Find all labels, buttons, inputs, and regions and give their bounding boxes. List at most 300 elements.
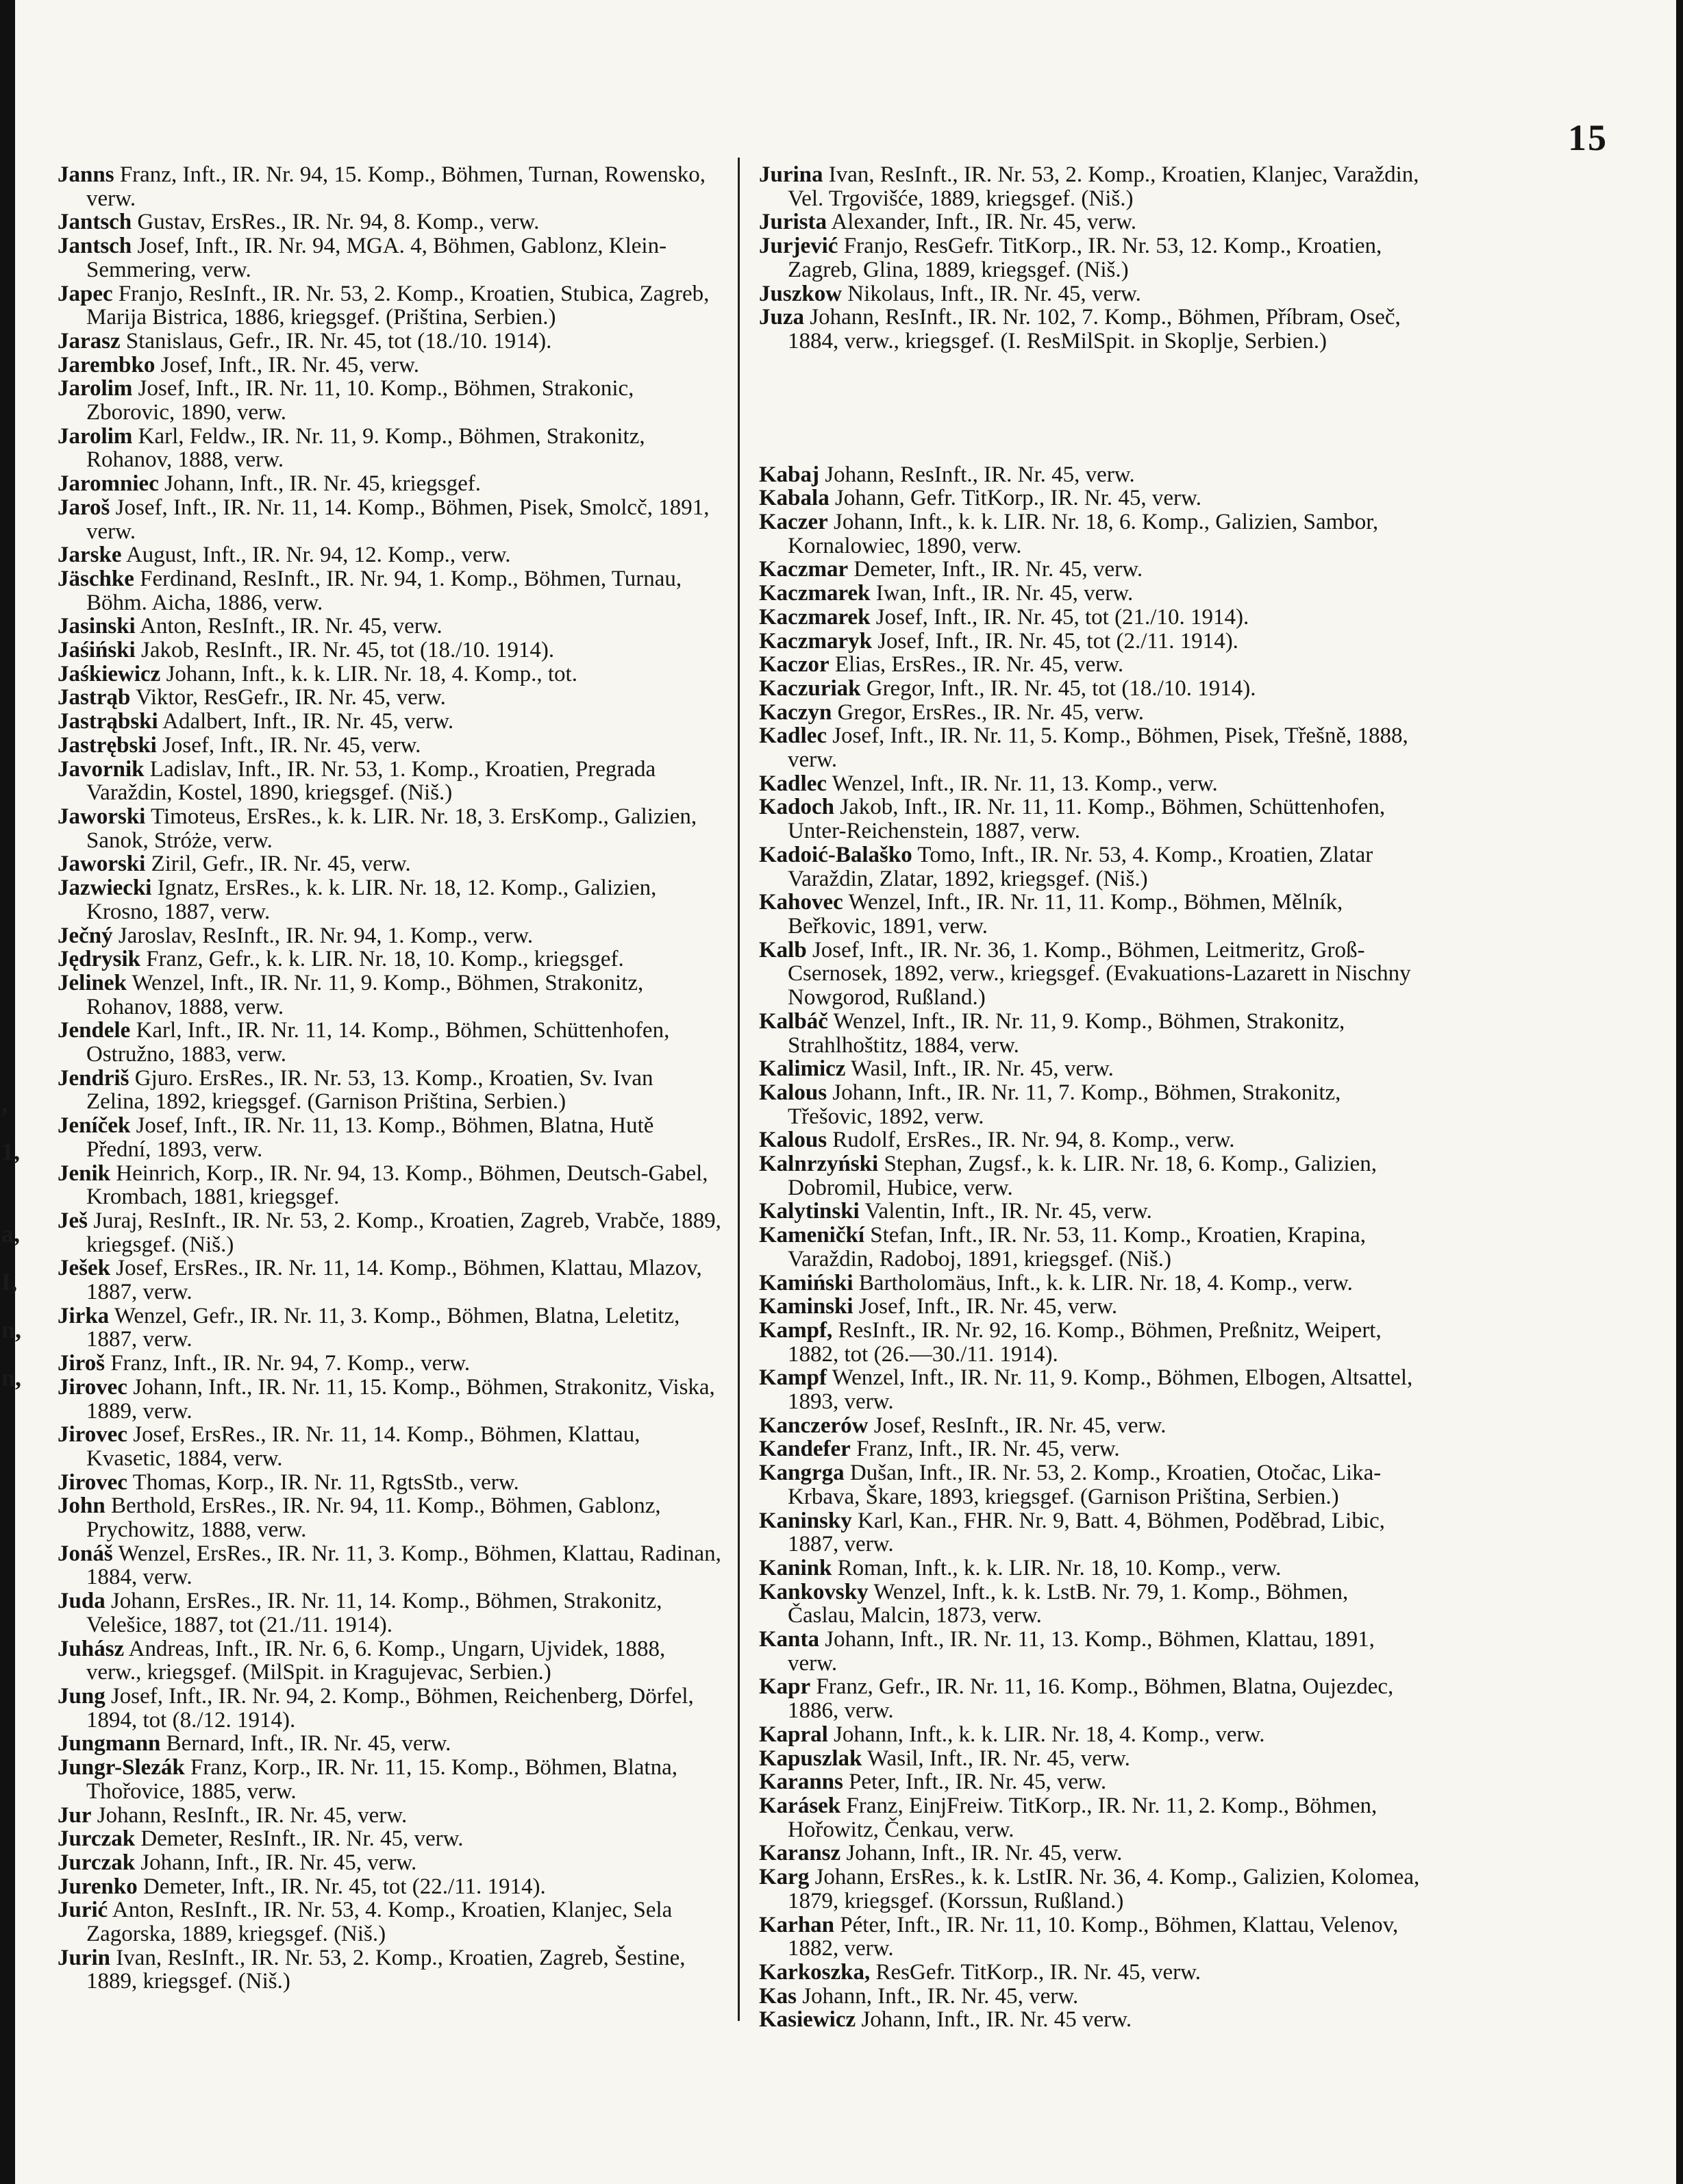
entry-surname: Kapr <box>759 1674 811 1700</box>
entry-surname: Jelinek <box>58 970 127 995</box>
entry-surname: Jastrąbski <box>58 709 158 734</box>
entry-details: Josef, Inft., IR. Nr. 11, 10. Komp., Böhmen, Strakonic, Zborovic, 1890, verw. <box>86 376 634 425</box>
register-entry <box>759 558 1420 582</box>
right-column <box>759 163 1420 2032</box>
register-entry <box>759 891 1420 938</box>
register-entry <box>759 1747 1420 1771</box>
entry-surname: Jarolim <box>58 376 133 401</box>
entry-surname: Kapuszlak <box>759 1746 862 1771</box>
entry-surname: Kapral <box>759 1722 828 1747</box>
register-entry <box>759 1295 1420 1319</box>
register-entry <box>759 772 1420 796</box>
entry-details: Franz, Inft., IR. Nr. 94, 7. Komp., verw. <box>110 1351 471 1376</box>
entry-surname: Jirovec <box>58 1422 128 1448</box>
register-entry <box>58 472 722 496</box>
register-entry <box>759 1628 1420 1675</box>
entry-surname: Jarolim <box>58 423 133 449</box>
register-entry <box>759 210 1420 234</box>
register-entry <box>759 653 1420 677</box>
entry-surname: Jendriš <box>58 1065 129 1091</box>
entry-details: Wasil, Inft., IR. Nr. 45, verw. <box>867 1746 1130 1771</box>
register-entry <box>759 163 1420 210</box>
section-gap <box>759 353 1420 463</box>
entry-surname: Kasiewicz <box>759 2007 856 2033</box>
entry-details: Thomas, Korp., IR. Nr. 11, RgtsStb., verw. <box>132 1469 519 1495</box>
entry-surname: Kadoić-Balaško <box>759 842 912 867</box>
register-entry <box>759 1010 1420 1057</box>
entry-surname: Jurenko <box>58 1874 138 1899</box>
entry-surname: Kangrga <box>759 1461 845 1486</box>
register-entry <box>759 1414 1420 1438</box>
entry-details: ResGefr. TitKorp., IR. Nr. 45, verw. <box>875 1959 1201 1985</box>
register-entry <box>759 724 1420 771</box>
entry-details: Josef, Inft., IR. Nr. 45, verw. <box>162 732 421 758</box>
register-entry <box>759 1081 1420 1128</box>
register-entry <box>58 686 722 710</box>
entry-surname: Kampf, <box>759 1317 833 1343</box>
entry-details: Adalbert, Inft., IR. Nr. 45, verw. <box>162 709 454 734</box>
entry-surname: Jazwiecki <box>58 876 152 901</box>
register-entry <box>759 1770 1420 1794</box>
entry-details: Josef, ErsRes., IR. Nr. 11, 14. Komp., Böhmen, Klattau, Kvasetic, 1884, verw. <box>86 1422 640 1471</box>
register-entry <box>58 282 722 330</box>
entry-details: Wenzel, Inft., IR. Nr. 11, 13. Komp., verw. <box>832 771 1218 796</box>
entry-surname: Jung <box>58 1684 105 1709</box>
register-entry <box>58 1019 722 1066</box>
entry-details: Franz, Inft., IR. Nr. 94, 15. Komp., Böhmen, Turnan, Rowensko, verw. <box>86 162 706 211</box>
entry-surname: Kalbáč <box>759 1008 828 1034</box>
entry-details: Valentin, Inft., IR. Nr. 45, verw. <box>864 1199 1152 1224</box>
entry-details: Wasil, Inft., IR. Nr. 45, verw. <box>851 1056 1114 1082</box>
entry-details: Karl, Feldw., IR. Nr. 11, 9. Komp., Böhmen, Strakonitz, Rohanov, 1888, verw. <box>86 423 645 473</box>
register-entry <box>759 1865 1420 1913</box>
entry-details: Franz, Gefr., k. k. LIR. Nr. 18, 10. Komp., kriegsgef. <box>146 947 624 972</box>
entry-surname: Jurin <box>58 1945 111 1970</box>
entry-surname: Jurić <box>58 1898 108 1923</box>
register-entry <box>58 1162 722 1209</box>
register-entry <box>759 463 1420 487</box>
entry-surname: Jirovec <box>58 1469 128 1495</box>
register-entry <box>58 1067 722 1114</box>
margin-fragment: a, <box>1 1220 20 1248</box>
entry-surname: Kaczor <box>759 652 830 678</box>
entry-details: Franjo, ResInft., IR. Nr. 53, 2. Komp., Kroatien, Stubica, Zagreb, Marija Bistrica, 1886, kriegsgef. (Priština, Serbien.) <box>86 281 710 330</box>
register-entry <box>58 971 722 1019</box>
entry-details: Johann, Inft., IR. Nr. 11, 13. Komp., Böhmen, Klattau, 1891, verw. <box>788 1627 1375 1676</box>
register-entry <box>759 1723 1420 1747</box>
register-entry <box>58 496 722 543</box>
entry-surname: Kaczmar <box>759 557 849 582</box>
entry-surname: Juza <box>759 305 804 330</box>
entry-details: Josef, Inft., IR. Nr. 11, 5. Komp., Böhmen, Pisek, Třešně, 1888, verw. <box>788 723 1408 773</box>
register-entry <box>58 1875 722 1899</box>
entry-details: Josef, Inft., IR. Nr. 45, verw. <box>160 352 419 377</box>
entry-details: Bartholomäus, Inft., k. k. LIR. Nr. 18, 4. Komp., verw. <box>858 1270 1353 1295</box>
entry-surname: Jastrąb <box>58 685 131 710</box>
register-entry <box>759 282 1420 306</box>
entry-details: Josef, Inft., IR. Nr. 11, 14. Komp., Böhmen, Pisek, Smolcč, 1891, verw. <box>86 495 710 544</box>
entry-surname: Jaśkiewicz <box>58 661 161 686</box>
entry-details: Johann, Inft., IR. Nr. 45, kriegsgef. <box>164 471 482 497</box>
entry-surname: Jaworski <box>58 852 146 877</box>
entry-details: Johann, Inft., IR. Nr. 45, verw. <box>140 1850 417 1875</box>
entry-surname: Kadoch <box>759 795 835 820</box>
entry-surname: Jantsch <box>58 234 132 259</box>
entry-details: Ferdinand, ResInft., IR. Nr. 94, 1. Komp., Böhmen, Turnau, Böhm. Aicha, 1886, verw. <box>86 566 682 615</box>
register-entry <box>58 330 722 353</box>
entry-surname: Jaromniec <box>58 471 159 497</box>
entry-details: Johann, Inft., k. k. LIR. Nr. 18, 4. Komp., tot. <box>166 661 577 686</box>
register-entry <box>58 1114 722 1161</box>
register-entry <box>759 843 1420 891</box>
register-entry <box>759 1913 1420 1961</box>
entry-surname: Kaczmaryk <box>759 628 872 654</box>
entry-details: Demeter, Inft., IR. Nr. 45, tot (22./11. 1914). <box>143 1874 546 1899</box>
entry-surname: Jirovec <box>58 1374 128 1400</box>
register-entry <box>759 582 1420 606</box>
register-entry <box>58 1423 722 1470</box>
entry-surname: Jonáš <box>58 1541 113 1566</box>
entry-details: Johann, Inft., k. k. LIR. Nr. 18, 4. Komp., verw. <box>834 1722 1265 1747</box>
entry-surname: Javornik <box>58 756 145 782</box>
register-entry <box>759 1366 1420 1413</box>
entry-surname: Kaczmarek <box>759 604 871 630</box>
register-entry <box>58 210 722 234</box>
entry-surname: Jędrysik <box>58 947 141 972</box>
entry-details: Roman, Inft., k. k. LIR. Nr. 18, 10. Komp., verw. <box>837 1555 1282 1580</box>
register-entry <box>759 1461 1420 1509</box>
register-entry <box>58 1898 722 1946</box>
register-entry <box>759 1509 1420 1556</box>
entry-details: Josef, Inft., IR. Nr. 94, 2. Komp., Böhmen, Reichenberg, Dörfel, 1894, tot (8./12. 1914). <box>86 1684 694 1733</box>
register-entry <box>58 758 722 805</box>
entry-surname: Jur <box>58 1802 92 1828</box>
entry-details: Jakob, ResInft., IR. Nr. 45, tot (18./10. 1914). <box>140 638 555 663</box>
entry-details: Josef, Inft., IR. Nr. 11, 13. Komp., Böhmen, Blatna, Hutě Přední, 1893, verw. <box>86 1113 654 1162</box>
entry-surname: Jungr-Slezák <box>58 1755 185 1780</box>
entry-surname: Jantsch <box>58 210 132 235</box>
margin-fragment: n, <box>1 1316 22 1343</box>
register-entry <box>58 1851 722 1875</box>
entry-details: Karl, Kan., FHR. Nr. 9, Batt. 4, Böhmen, Poděbrad, Libic, 1887, verw. <box>788 1508 1385 1557</box>
register-entry <box>759 1224 1420 1271</box>
entry-surname: Kalb <box>759 937 807 963</box>
entry-details: Wenzel, Inft., IR. Nr. 11, 9. Komp., Böhmen, Strakonitz, Strahlhoštitz, 1884, verw. <box>788 1008 1345 1058</box>
register-entry <box>58 638 722 662</box>
margin-fragment: , <box>1 1090 8 1117</box>
entry-surname: Karg <box>759 1865 810 1890</box>
register-entry <box>58 1542 722 1589</box>
entries-ka <box>759 463 1420 2032</box>
entry-details: Alexander, Inft., IR. Nr. 45, verw. <box>831 210 1137 235</box>
register-entry <box>58 163 722 210</box>
register-entry <box>759 234 1420 282</box>
entry-surname: Kadlec <box>759 723 827 749</box>
entry-surname: Kalimicz <box>759 1056 846 1082</box>
register-entry <box>759 2008 1420 2032</box>
entry-details: Iwan, Inft., IR. Nr. 45, verw. <box>875 581 1134 606</box>
entry-details: Andreas, Inft., IR. Nr. 6, 6. Komp., Ungarn, Ujvidek, 1888, verw., kriegsgef. (MilSpit. in Kragujevac, Serbien.) <box>86 1636 666 1685</box>
entry-details: Dušan, Inft., IR. Nr. 53, 2. Komp., Kroatien, Otočac, Lika-Krbava, Škare, 1893, kriegsgef. (Garnison Priština, Serbien.) <box>788 1461 1382 1509</box>
register-entry <box>58 567 722 615</box>
register-entry <box>58 615 722 638</box>
register-entry <box>58 1637 722 1685</box>
entry-surname: Jarasz <box>58 328 121 353</box>
register-entry <box>759 606 1420 630</box>
entry-details: Gjuro. ErsRes., IR. Nr. 53, 13. Komp., Kroatien, Sv. Ivan Zelina, 1892, kriegsgef. (Garnison Priština, Serbien.) <box>86 1065 653 1115</box>
entry-surname: Jarske <box>58 543 122 568</box>
entry-details: Gregor, Inft., IR. Nr. 45, tot (18./10. 1914). <box>866 675 1256 701</box>
entry-details: Franjo, ResGefr. TitKorp., IR. Nr. 53, 12. Komp., Kroatien, Zagreb, Glina, 1889, kriegsgef. (Niš.) <box>788 234 1382 282</box>
register-entry <box>759 1580 1420 1628</box>
register-entry <box>58 876 722 923</box>
entry-details: Demeter, ResInft., IR. Nr. 45, verw. <box>140 1826 464 1852</box>
entry-surname: Kalous <box>759 1080 827 1105</box>
entry-surname: Karhan <box>759 1912 835 1937</box>
register-entry <box>58 425 722 472</box>
entry-surname: Jasinski <box>58 614 136 639</box>
register-entry <box>58 1756 722 1803</box>
register-entry <box>759 1961 1420 1985</box>
entry-surname: John <box>58 1493 105 1519</box>
entry-surname: Juhász <box>58 1636 125 1661</box>
entry-details: Josef, Inft., IR. Nr. 45, tot (2./11. 1914). <box>877 628 1238 654</box>
register-entry <box>58 924 722 948</box>
entry-surname: Jaśiński <box>58 638 136 663</box>
entry-details: Ladislav, Inft., IR. Nr. 53, 1. Komp., Kroatien, Pregrada Varaždin, Kostel, 1890, kriegsgef. (Niš.) <box>86 756 656 806</box>
entry-details: Wenzel, Inft., IR. Nr. 11, 11. Komp., Böhmen, Mělník, Beřkovic, 1891, verw. <box>788 890 1343 939</box>
margin-fragment: n, <box>1 1364 22 1391</box>
entry-details: Anton, ResInft., IR. Nr. 45, verw. <box>140 614 442 639</box>
entry-details: Viktor, ResGefr., IR. Nr. 45, verw. <box>136 685 446 710</box>
entry-details: August, Inft., IR. Nr. 94, 12. Komp., verw. <box>125 543 511 568</box>
entry-surname: Kankovsky <box>759 1579 869 1604</box>
entry-details: Rudolf, ErsRes., IR. Nr. 94, 8. Komp., verw. <box>832 1128 1235 1153</box>
entry-surname: Kanink <box>759 1555 832 1580</box>
register-entry <box>58 543 722 567</box>
entry-details: Ivan, ResInft., IR. Nr. 53, 2. Komp., Kroatien, Klanjec, Varaždin, Vel. Trgovišće, 1889, kriegsgef. (Niš.) <box>788 162 1419 211</box>
entry-surname: Kabaj <box>759 462 820 487</box>
entry-details: Demeter, Inft., IR. Nr. 45, verw. <box>853 557 1143 582</box>
register-entry <box>759 1057 1420 1081</box>
register-entry <box>759 630 1420 654</box>
entry-surname: Kaczmarek <box>759 581 871 606</box>
entry-surname: Jaroš <box>58 495 110 520</box>
entry-details: Franz, Gefr., IR. Nr. 11, 16. Komp., Böhmen, Blatna, Oujezdec, 1886, verw. <box>788 1674 1394 1724</box>
entry-surname: Kalous <box>759 1128 827 1153</box>
register-entry <box>58 1804 722 1828</box>
register-entry <box>58 1827 722 1851</box>
register-entry <box>759 1271 1420 1295</box>
entry-details: Johann, ErsRes., k. k. LstIR. Nr. 36, 4. Komp., Galizien, Kolomea, 1879, kriegsgef. (Korssun, Rußland.) <box>788 1865 1420 1913</box>
entry-surname: Jiroš <box>58 1351 105 1376</box>
register-entry <box>759 1556 1420 1580</box>
margin-fragment: I, <box>1 1268 18 1295</box>
entry-surname: Ječný <box>58 923 113 948</box>
register-entry <box>58 1946 722 1994</box>
register-entry <box>58 1494 722 1541</box>
entry-details: Josef, Inft., IR. Nr. 45, verw. <box>858 1294 1118 1319</box>
entry-details: Ignatz, ErsRes., k. k. LIR. Nr. 18, 12. Komp., Galizien, Krosno, 1887, verw. <box>86 876 657 924</box>
register-entry <box>759 795 1420 843</box>
entry-surname: Kaczuriak <box>759 675 861 701</box>
entry-surname: Jeníček <box>58 1113 131 1139</box>
entry-details: Wenzel, ErsRes., IR. Nr. 11, 3. Komp., Böhmen, Klattau, Radinan, 1884, verw. <box>86 1541 721 1590</box>
entry-surname: Kampf <box>759 1365 827 1391</box>
entry-details: Peter, Inft., IR. Nr. 45, verw. <box>849 1770 1107 1795</box>
entry-surname: Jarembko <box>58 352 155 377</box>
entry-details: Wenzel, Inft., IR. Nr. 11, 9. Komp., Böhmen, Strakonitz, Rohanov, 1888, verw. <box>86 970 644 1019</box>
register-entry <box>58 805 722 852</box>
entry-details: Franz, Inft., IR. Nr. 45, verw. <box>856 1437 1120 1462</box>
entry-details: Josef, ResInft., IR. Nr. 45, verw. <box>873 1413 1167 1438</box>
entry-surname: Jendele <box>58 1018 131 1043</box>
entry-surname: Kanta <box>759 1627 820 1652</box>
entry-surname: Karanns <box>759 1770 843 1795</box>
entry-details: Stephan, Zugsf., k. k. LIR. Nr. 18, 6. Komp., Galizien, Dobromil, Hubice, verw. <box>788 1152 1377 1200</box>
entry-surname: Kas <box>759 1983 797 2009</box>
register-entry <box>58 234 722 282</box>
register-entry <box>58 662 722 686</box>
entry-details: Johann, ResInft., IR. Nr. 45, verw. <box>825 462 1135 487</box>
register-entry <box>759 1152 1420 1200</box>
entry-surname: Jirka <box>58 1303 110 1328</box>
register-entry <box>759 1200 1420 1224</box>
entry-details: Johann, Inft., k. k. LIR. Nr. 18, 6. Komp., Galizien, Sambor, Kornalowiec, 1890, verw. <box>788 510 1379 558</box>
entry-surname: Karásek <box>759 1794 841 1818</box>
register-entry <box>58 1589 722 1637</box>
entry-surname: Jurina <box>759 162 823 187</box>
entry-surname: Jurczak <box>58 1826 136 1852</box>
entry-surname: Jurczak <box>58 1850 136 1875</box>
register-entry <box>58 1685 722 1732</box>
entry-details: Gustav, ErsRes., IR. Nr. 94, 8. Komp., verw. <box>137 210 540 235</box>
entry-surname: Kanczerów <box>759 1413 869 1438</box>
entry-surname: Karkoszka, <box>759 1959 871 1985</box>
register-entry <box>759 486 1420 510</box>
entry-details: Stefan, Inft., IR. Nr. 53, 11. Komp., Kroatien, Krapina, Varaždin, Radoboj, 1891, kriegsgef. (Niš.) <box>788 1223 1366 1271</box>
entry-details: Anton, ResInft., IR. Nr. 53, 4. Komp., Kroatien, Klanjec, Sela Zagorska, 1889, kriegsgef. (Niš.) <box>86 1898 673 1947</box>
page-number: 15 <box>1568 117 1608 158</box>
entry-surname: Kalnrzyński <box>759 1152 879 1177</box>
entry-surname: Kandefer <box>759 1437 851 1462</box>
register-entry <box>759 1985 1420 2009</box>
entry-details: Johann, ResInft., IR. Nr. 45, verw. <box>97 1802 408 1828</box>
entry-surname: Jastrębski <box>58 732 157 758</box>
register-entry <box>58 947 722 971</box>
entry-details: Karl, Inft., IR. Nr. 11, 14. Komp., Böhmen, Schüttenhofen, Ostružno, 1883, verw. <box>86 1018 670 1067</box>
entry-surname: Karansz <box>759 1841 841 1866</box>
entry-details: Ivan, ResInft., IR. Nr. 53, 2. Komp., Kroatien, Zagreb, Šestine, 1889, kriegsgef. (Niš.) <box>86 1945 686 1994</box>
entry-details: Tomo, Inft., IR. Nr. 53, 4. Komp., Kroatien, Zlatar Varaždin, Zlatar, 1892, kriegsgef. (Niš.) <box>788 842 1373 891</box>
entry-surname: Kaczyn <box>759 699 832 725</box>
entry-details: Josef, Inft., IR. Nr. 45, tot (21./10. 1914). <box>875 604 1249 630</box>
entry-details: Johann, Inft., IR. Nr. 45, verw. <box>802 1983 1079 2009</box>
register-entry <box>759 1437 1420 1461</box>
entry-details: Wenzel, Inft., IR. Nr. 11, 9. Komp., Böhmen, Elbogen, Altsattel, 1893, verw. <box>788 1365 1413 1415</box>
register-entry <box>58 734 722 758</box>
entry-details: Wenzel, Gefr., IR. Nr. 11, 3. Komp., Böhmen, Blatna, Leletitz, 1887, verw. <box>86 1303 680 1352</box>
register-entry <box>58 1256 722 1304</box>
register-entry <box>759 1841 1420 1865</box>
entry-surname: Jaworski <box>58 804 146 829</box>
register-entry <box>759 1794 1420 1841</box>
register-entry <box>759 1675 1420 1722</box>
entry-surname: Kaninsky <box>759 1508 852 1533</box>
entry-surname: Juszkow <box>759 281 843 306</box>
entry-details: Johann, Inft., IR. Nr. 45 verw. <box>861 2007 1132 2033</box>
entry-details: Johann, Inft., IR. Nr. 11, 7. Komp., Böhmen, Strakonitz, Třešovic, 1892, verw. <box>788 1080 1341 1129</box>
entry-surname: Ješ <box>58 1208 88 1233</box>
scan-right-border <box>1676 0 1683 2184</box>
entry-details: Nikolaus, Inft., IR. Nr. 45, verw. <box>847 281 1141 306</box>
entry-details: Juraj, ResInft., IR. Nr. 53, 2. Komp., Kroatien, Zagreb, Vrabče, 1889, kriegsgef. (Niš.) <box>86 1208 721 1257</box>
register-entry <box>58 353 722 377</box>
entry-details: Franz, EinjFreiw. TitKorp., IR. Nr. 11, 2. Komp., Böhmen, Hořowitz, Čenkau, verw. <box>788 1794 1377 1842</box>
entry-details: Gregor, ErsRes., IR. Nr. 45, verw. <box>837 699 1145 725</box>
entry-details: Johann, ErsRes., IR. Nr. 11, 14. Komp., Böhmen, Strakonitz, Velešice, 1887, tot (21./11. 1914). <box>86 1589 662 1637</box>
entry-details: Josef, Inft., IR. Nr. 36, 1. Komp., Böhmen, Leitmeritz, Groß-Csernosek, 1892, verw., kriegsgef. (Evakuations-Lazarett in Nischny Nowgorod, Rußland.) <box>788 937 1411 1010</box>
entry-surname: Japec <box>58 281 113 306</box>
entry-details: Jaroslav, ResInft., IR. Nr. 94, 1. Komp., verw. <box>118 923 534 948</box>
entry-surname: Janns <box>58 162 114 187</box>
register-entry <box>759 939 1420 1010</box>
entry-details: Timoteus, ErsRes., k. k. LIR. Nr. 18, 3. ErsKomp., Galizien, Sanok, Stróże, verw. <box>86 804 697 853</box>
column-divider <box>738 158 740 2021</box>
entry-details: Josef, Inft., IR. Nr. 94, MGA. 4, Böhmen, Gablonz, Klein-Semmering, verw. <box>86 234 667 282</box>
entry-details: Franz, Korp., IR. Nr. 11, 15. Komp., Böhmen, Blatna, Thořovice, 1885, verw. <box>86 1755 677 1804</box>
register-entry <box>58 1209 722 1256</box>
register-entry <box>58 1471 722 1495</box>
register-entry <box>759 677 1420 701</box>
entry-surname: Kabala <box>759 486 830 511</box>
entry-details: Berthold, ErsRes., IR. Nr. 94, 11. Komp., Böhmen, Gablonz, Prychowitz, 1888, verw. <box>86 1493 661 1543</box>
entry-surname: Jurista <box>759 210 827 235</box>
entry-surname: Kalytinski <box>759 1199 860 1224</box>
entry-surname: Kaczer <box>759 510 828 535</box>
register-entry <box>759 1128 1420 1152</box>
entry-details: Josef, ErsRes., IR. Nr. 11, 14. Komp., Böhmen, Klattau, Mlazov, 1887, verw. <box>86 1256 702 1305</box>
entry-details: Johann, Inft., IR. Nr. 45, verw. <box>846 1841 1123 1866</box>
entries-ju <box>759 163 1420 353</box>
entry-details: Ziril, Gefr., IR. Nr. 45, verw. <box>151 852 411 877</box>
register-entry <box>759 1319 1420 1366</box>
entry-surname: Jenik <box>58 1161 111 1186</box>
entry-surname: Jurjević <box>759 234 838 259</box>
register-entry <box>58 1732 722 1756</box>
register-entry <box>759 510 1420 558</box>
entry-surname: Kadlec <box>759 771 827 796</box>
entry-details: Péter, Inft., IR. Nr. 11, 10. Komp., Böhmen, Klattau, Velenov, 1882, verw. <box>788 1912 1399 1961</box>
margin-fragment: 1, <box>1 1138 20 1165</box>
entry-details: Heinrich, Korp., IR. Nr. 94, 13. Komp., Böhmen, Deutsch-Gabel, Krombach, 1881, kriegsgef. <box>86 1161 708 1210</box>
entry-surname: Kamiński <box>759 1270 853 1295</box>
entry-surname: Ješek <box>58 1256 110 1281</box>
entry-details: Johann, ResInft., IR. Nr. 102, 7. Komp., Böhmen, Příbram, Oseč, 1884, verw., kriegsgef. (I. ResMilSpit. in Skoplje, Serbien.) <box>788 305 1401 353</box>
entry-surname: Jungmann <box>58 1731 161 1757</box>
entry-surname: Kaminski <box>759 1294 853 1319</box>
left-column <box>58 163 722 1994</box>
register-entry <box>58 1352 722 1376</box>
entry-surname: Kahovec <box>759 890 843 915</box>
entry-surname: Jäschke <box>58 566 134 591</box>
entry-details: Wenzel, Inft., k. k. LstB. Nr. 79, 1. Komp., Böhmen, Časlau, Malcin, 1873, verw. <box>788 1579 1349 1628</box>
entry-details: Johann, Gefr. TitKorp., IR. Nr. 45, verw. <box>834 486 1201 511</box>
entry-details: Johann, Inft., IR. Nr. 11, 15. Komp., Böhmen, Strakonitz, Viska, 1889, verw. <box>86 1374 715 1424</box>
register-entry <box>759 701 1420 725</box>
entry-details: ResInft., IR. Nr. 92, 16. Komp., Böhmen, Preßnitz, Weipert, 1882, tot (26.—30./11. 1914). <box>788 1317 1382 1367</box>
register-entry <box>58 1304 722 1352</box>
